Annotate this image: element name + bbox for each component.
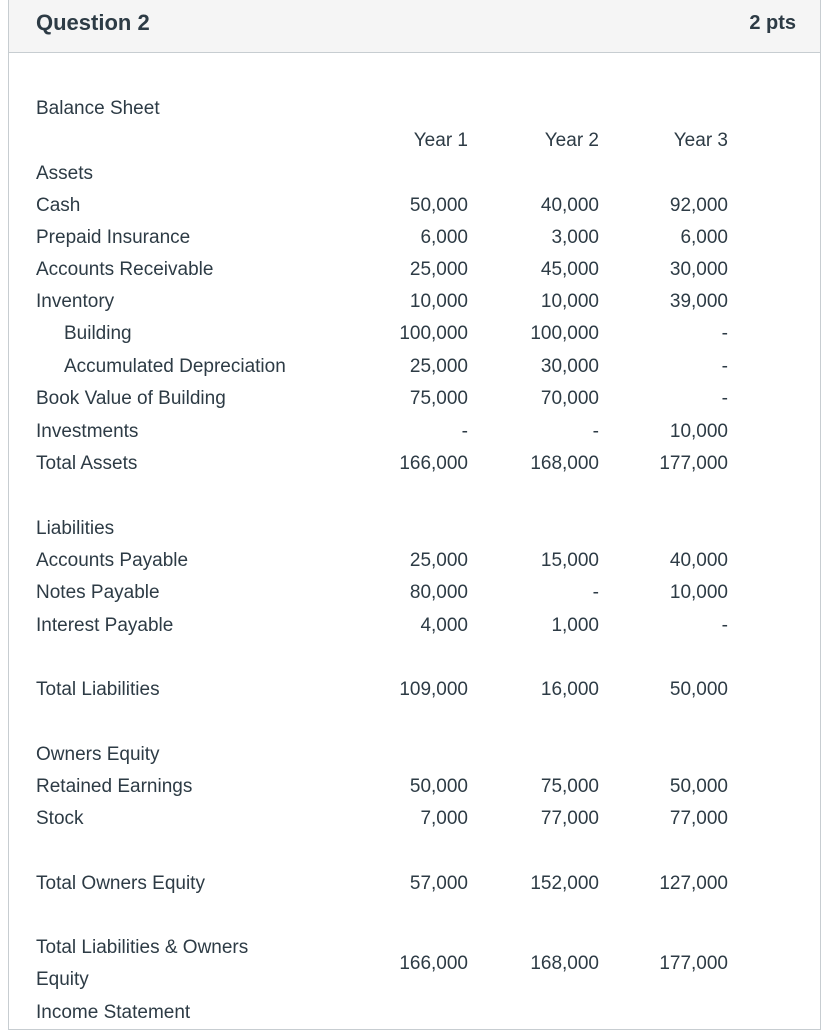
cell-year-1: 25,000 [409, 259, 468, 280]
cell-year-1: - [461, 421, 468, 442]
question-title: Question 2 [36, 10, 150, 35]
row-label: Inventory [36, 291, 115, 312]
cell-year-2: 30,000 [540, 356, 599, 377]
cell-year-1: 166,000 [399, 953, 468, 974]
cell-year-1: 75,000 [409, 388, 468, 409]
row-assets-heading [9, 158, 820, 190]
cell-year-1: 7,000 [420, 808, 468, 829]
row-label: Stock [36, 808, 84, 829]
cell-year-2: 100,000 [530, 323, 599, 344]
row-label: Total Liabilities [36, 679, 160, 700]
row-label: Prepaid Insurance [36, 227, 191, 248]
row-label: Notes Payable [36, 582, 160, 603]
row-label: Total Owners Equity [36, 873, 205, 894]
cell-year-2: 77,000 [540, 808, 599, 829]
row-label: Interest Payable [36, 615, 174, 636]
cell-year-3: 40,000 [669, 550, 728, 571]
row-notes-payable [9, 577, 820, 609]
row-total-assets [9, 448, 820, 480]
cell-year-2: 40,000 [540, 195, 599, 216]
cell-year-3: 177,000 [659, 453, 728, 474]
cell-year-2: 75,000 [540, 776, 599, 797]
cell-year-3: - [721, 615, 728, 636]
cell-year-3: 10,000 [669, 582, 728, 603]
row-owners-equity-heading [9, 739, 820, 771]
row-label: Accounts Receivable [36, 259, 214, 280]
row-label: Liabilities [36, 518, 115, 539]
row-label: Assets [36, 163, 94, 184]
row-book-value-of-building [9, 383, 820, 415]
row-liabilities-heading [9, 513, 820, 545]
column-header-year-2: Year 2 [544, 130, 599, 151]
row-total-liabilities [9, 674, 820, 706]
column-header-year-3: Year 3 [673, 130, 728, 151]
cell-year-3: 6,000 [680, 227, 728, 248]
cell-year-2: 45,000 [540, 259, 599, 280]
row-accumulated-depreciation [9, 351, 820, 383]
row-label: Cash [36, 195, 81, 216]
cell-year-3: 30,000 [669, 259, 728, 280]
row-label: Accumulated Depreciation [64, 356, 286, 377]
row-label: Accounts Payable [36, 550, 189, 571]
cell-year-1: 50,000 [409, 776, 468, 797]
row-label: Book Value of Building [36, 388, 226, 409]
row-total-owners-equity [9, 868, 820, 900]
cell-year-1: 25,000 [409, 550, 468, 571]
row-accounts-payable [9, 545, 820, 577]
row-label: Income Statement [36, 1002, 191, 1023]
row-prepaid-insurance [9, 222, 820, 254]
cell-year-3: 92,000 [669, 195, 728, 216]
row-label: Total Liabilities & Owners Equity [36, 937, 249, 990]
row-retained-earnings [9, 771, 820, 803]
cell-year-2: 70,000 [540, 388, 599, 409]
cell-year-2: 168,000 [530, 953, 599, 974]
cell-year-2: 16,000 [540, 679, 599, 700]
cell-year-1: 50,000 [409, 195, 468, 216]
row-label: Building [64, 323, 132, 344]
cell-year-3: 50,000 [669, 679, 728, 700]
row-label: Total Assets [36, 453, 138, 474]
cell-year-3: - [721, 356, 728, 377]
cell-year-2: 10,000 [540, 291, 599, 312]
row-total-liabilities-and-owners-equity [9, 932, 820, 996]
row-building [9, 318, 820, 350]
cell-year-2: 152,000 [530, 873, 599, 894]
question-card [8, 0, 821, 1030]
cell-year-3: 177,000 [659, 953, 728, 974]
cell-year-1: 25,000 [409, 356, 468, 377]
row-inventory [9, 286, 820, 318]
question-header [9, 0, 820, 53]
cell-year-1: 6,000 [420, 227, 468, 248]
cell-year-2: 15,000 [540, 550, 599, 571]
question-points: 2 pts [749, 12, 796, 34]
cell-year-2: 168,000 [530, 453, 599, 474]
cell-year-1: 166,000 [399, 453, 468, 474]
cell-year-3: 39,000 [669, 291, 728, 312]
row-stock [9, 803, 820, 835]
row-label: Owners Equity [36, 744, 160, 765]
cell-year-3: 77,000 [669, 808, 728, 829]
cell-year-3: 10,000 [669, 421, 728, 442]
row-interest-payable [9, 610, 820, 642]
cell-year-3: 50,000 [669, 776, 728, 797]
cell-year-1: 57,000 [409, 873, 468, 894]
cell-year-1: 100,000 [399, 323, 468, 344]
cell-year-1: 10,000 [409, 291, 468, 312]
cell-year-2: - [592, 421, 599, 442]
row-accounts-receivable [9, 254, 820, 286]
column-header-year-1: Year 1 [413, 130, 468, 151]
balance-sheet-title: Balance Sheet [36, 98, 160, 119]
cell-year-2: 1,000 [551, 615, 599, 636]
cell-year-3: 127,000 [659, 873, 728, 894]
row-investments [9, 416, 820, 448]
cell-year-2: - [592, 582, 599, 603]
cell-year-3: - [721, 323, 728, 344]
row-label: Retained Earnings [36, 776, 193, 797]
row-label: Investments [36, 421, 139, 442]
cell-year-1: 109,000 [399, 679, 468, 700]
row-cash [9, 190, 820, 222]
cell-year-3: - [721, 388, 728, 409]
cell-year-1: 4,000 [420, 615, 468, 636]
row-income-statement-heading [9, 997, 820, 1024]
cell-year-2: 3,000 [551, 227, 599, 248]
cell-year-1: 80,000 [409, 582, 468, 603]
